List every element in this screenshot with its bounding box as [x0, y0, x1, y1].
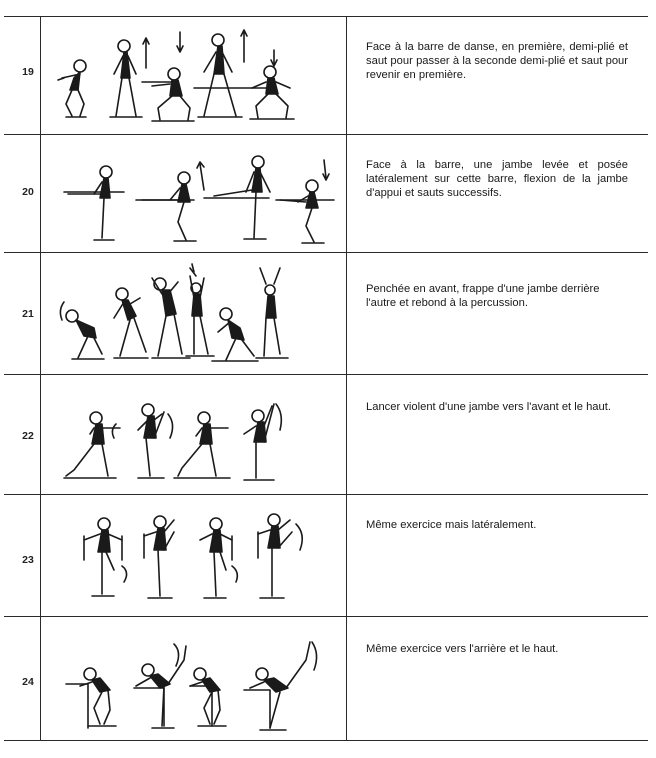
bent-forward-beat-rebound-illustration: [44, 258, 346, 370]
dancer-figure: [138, 404, 164, 478]
arrow-up-icon: [296, 524, 302, 550]
arrow-up-icon: [241, 30, 247, 62]
dancer-figure: [250, 642, 310, 730]
exercise-illustration: [44, 630, 346, 736]
dancer-figure: [250, 66, 294, 119]
exercise-number: 24: [22, 676, 34, 688]
dancer-figure: [256, 268, 288, 358]
barre-jumps-first-second-illustration: [44, 22, 346, 130]
dancer-figure: [174, 412, 230, 478]
exercise-row-21: [0, 252, 656, 374]
exercise-number: 21: [22, 308, 34, 320]
dancer-figure: [186, 264, 214, 356]
dancer-figure: [144, 516, 174, 598]
arrow-down-icon: [232, 566, 237, 582]
exercise-illustration: [44, 384, 346, 490]
arrow-up-icon: [174, 644, 179, 666]
dancer-figure: [110, 40, 142, 117]
exercise-row-22: [0, 374, 656, 494]
dancer-figure: [152, 278, 190, 358]
exercise-description: Penchée en avant, frappe d'une jambe derrière l'autre et rebond à la percussion.: [366, 283, 600, 309]
exercise-description: Même exercice vers l'arrière et le haut.: [366, 643, 559, 655]
exercise-illustration: [44, 258, 346, 370]
exercise-description: Même exercice mais latéralement.: [366, 519, 537, 531]
arrow-down-icon: [122, 566, 127, 582]
exercise-illustration: [44, 22, 346, 130]
backward-leg-kick-illustration: [44, 630, 346, 736]
arrow-up-icon: [276, 404, 281, 430]
dancer-figure: [152, 68, 194, 121]
exercise-illustration: [44, 142, 346, 250]
exercise-number: 22: [22, 430, 34, 442]
arrow-up-icon: [168, 414, 173, 438]
dancer-figure: [68, 166, 114, 240]
dancer-figure: [58, 60, 86, 117]
exercise-number: 19: [22, 66, 34, 78]
dancer-figure: [258, 514, 292, 598]
dancer-figure: [200, 518, 232, 598]
dancer-figure: [198, 34, 242, 117]
exercise-illustration: [44, 510, 346, 610]
forward-leg-kick-illustration: [44, 384, 346, 490]
dancer-figure: [142, 172, 196, 241]
side-leg-kick-illustration: [44, 510, 346, 610]
arrow-up-icon: [143, 38, 149, 68]
exercise-row-19: [0, 16, 656, 134]
arrow-down-icon: [323, 160, 329, 180]
dancer-figure: [190, 668, 226, 726]
dancer-figure: [244, 404, 274, 480]
arrow-up-icon: [112, 424, 116, 438]
exercise-row-23: [0, 494, 656, 616]
leg-on-barre-jumps-illustration: [44, 142, 346, 250]
dancer-figure: [84, 518, 122, 596]
arrow-down-icon: [177, 32, 183, 52]
dancer-figure: [212, 308, 258, 361]
exercise-row-24: [0, 616, 656, 740]
exercise-description: Face à la barre, une jambe levée et posée latéralement sur cette barre, flexion de la jambe d'appui et sauts successifs.: [366, 159, 628, 199]
dancer-figure: [60, 302, 104, 359]
arrow-up-icon: [197, 162, 204, 190]
arrow-up-icon: [312, 642, 317, 670]
dancer-figure: [280, 180, 324, 243]
exercise-number: 20: [22, 186, 34, 198]
barre-rail: [66, 684, 270, 728]
arrow-down-icon: [271, 50, 277, 66]
exercise-description: Face à la barre de danse, en première, demi-plié et saut pour passer à la seconde demi-plié et saut pour revenir en première.: [366, 41, 628, 81]
dancer-figure: [80, 668, 116, 726]
table-border-bottom: [4, 740, 648, 741]
exercise-number: 23: [22, 554, 34, 566]
exercise-row-20: [0, 134, 656, 252]
exercise-description: Lancer violent d'une jambe vers l'avant et le haut.: [366, 401, 611, 413]
dancer-figure: [114, 288, 148, 358]
dancer-figure: [64, 412, 120, 478]
